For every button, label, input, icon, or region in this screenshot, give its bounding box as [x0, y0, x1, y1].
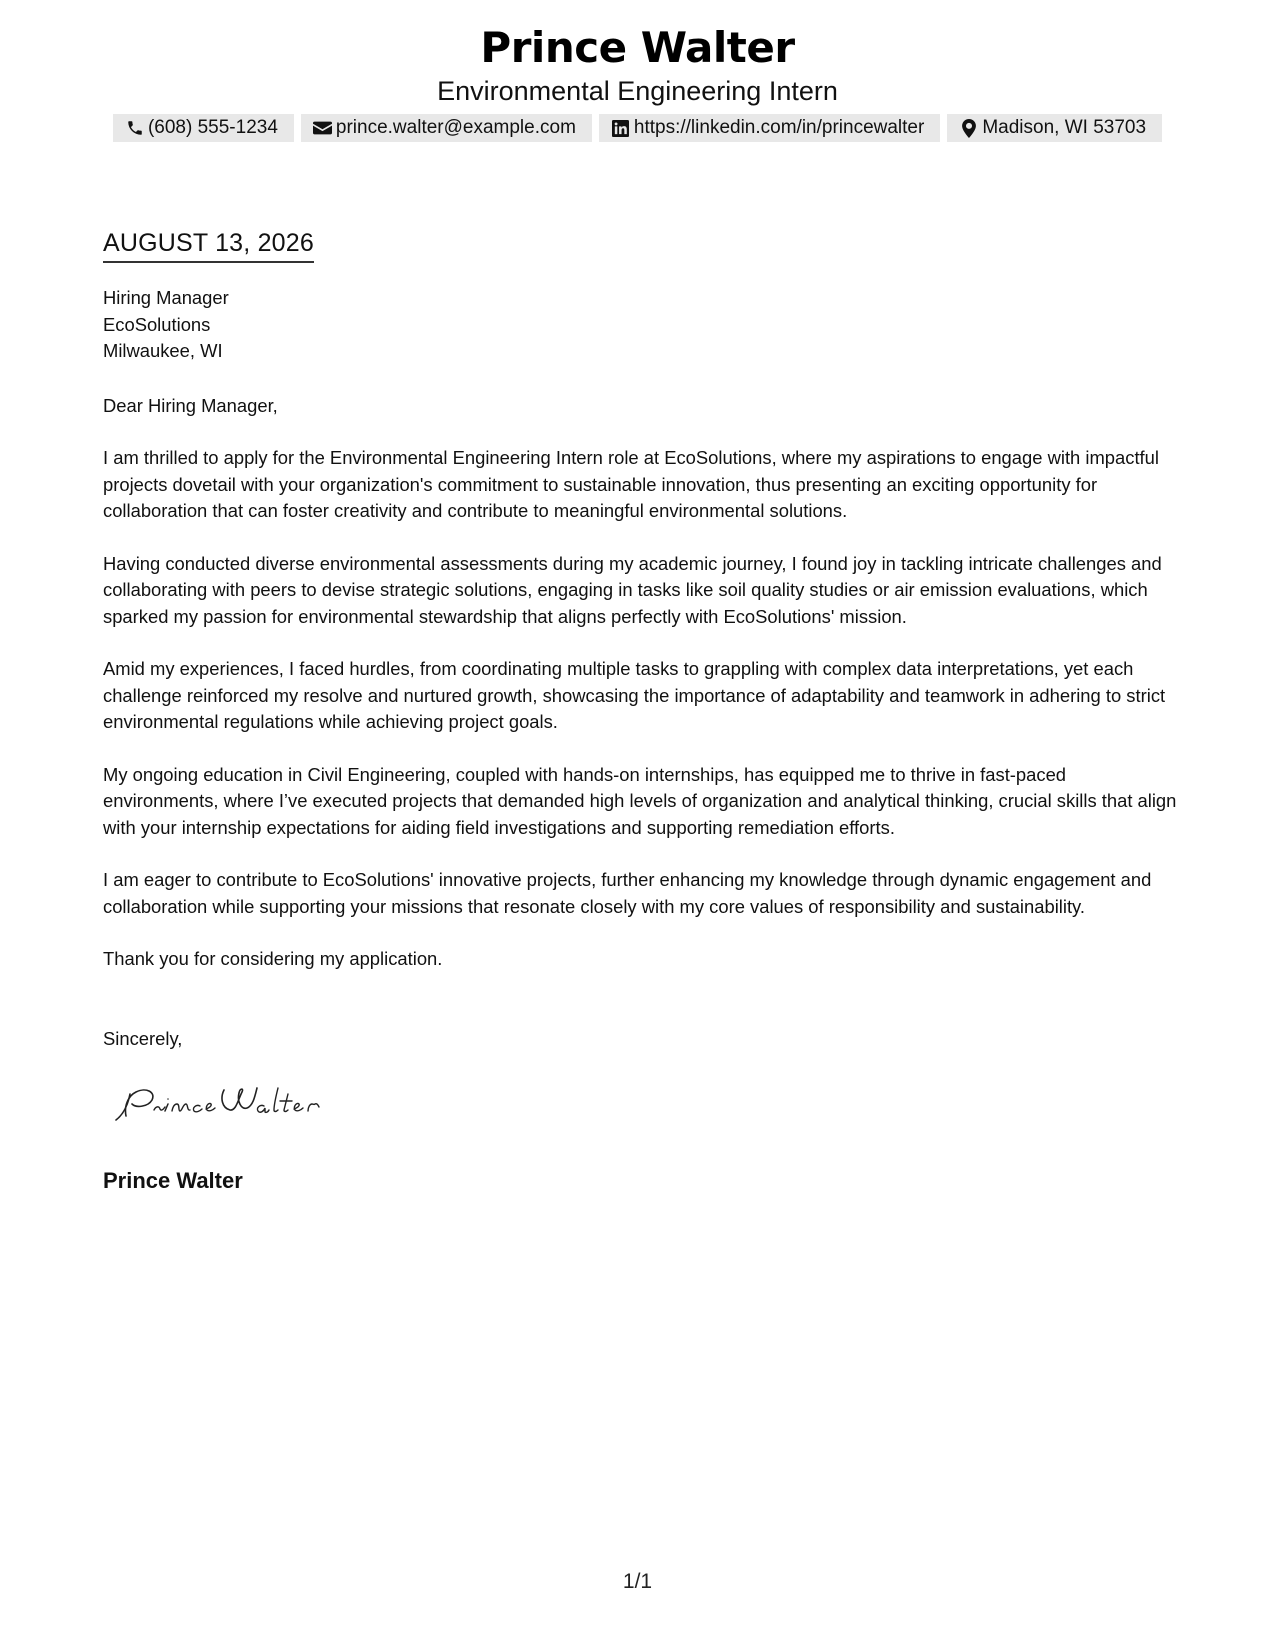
- paragraph-2: Having conducted diverse environmental assessments during my academic journey, I found joy in tackling intricate challenges and collaborating with peers to devise strategic solutions, engaging in tasks like soil quality studies or air emission evaluations, which sparked my passion for environmental stewardship that aligns perfectly with EcoSolutions' mission.: [103, 552, 1162, 627]
- paragraph-4: My ongoing education in Civil Engineering, coupled with hands-on internships, has equipped me to thrive in fast-paced environments, where I’ve executed projects that demanded high levels of organization and analytical thinking, crucial skills that align with your internship expectations for aiding field investigations and supporting remediation efforts.: [103, 763, 1177, 838]
- letter-header: [0, 22, 1275, 108]
- closing-line: Sincerely,: [103, 1027, 183, 1049]
- recipient-block: [103, 285, 1183, 365]
- phone-text: (608) 555-1234: [147, 117, 278, 138]
- phone-icon: [125, 118, 145, 138]
- letter-body: [103, 285, 1183, 1052]
- paragraph-1: I am thrilled to apply for the Environmental Engineering Intern role at EcoSolutions, where my aspirations to engage with impactful projects dovetail with your organization's commitment to sustainable innovation, thus presenting an exciting opportunity for collaboration that can foster creativity and contribute to meaningful environmental solutions.: [103, 447, 1159, 521]
- envelope-icon: [313, 118, 333, 138]
- paragraph-3: Amid my experiences, I faced hurdles, from coordinating multiple tasks to grappling with complex data interpretations, yet each challenge reinforced my resolve and nurtured growth, showcasing the importance of adaptability and teamwork in adhering to strict environmental regulations while achieving project goals.: [103, 658, 1166, 732]
- location-text: Madison, WI 53703: [982, 117, 1147, 138]
- recipient-title: Hiring Manager: [103, 287, 229, 308]
- contact-bar: [0, 114, 1275, 142]
- map-pin-icon: [959, 118, 979, 138]
- linkedin-icon: [611, 118, 631, 138]
- salutation: Dear Hiring Manager,: [103, 394, 278, 416]
- signer-name: Prince Walter: [103, 1168, 243, 1193]
- page-indicator: 1/1: [622, 1570, 653, 1593]
- contact-linkedin[interactable]: [599, 114, 940, 142]
- thanks-line: Thank you for considering my application.: [103, 948, 443, 969]
- linkedin-text: https://linkedin.com/in/princewalter: [633, 117, 925, 138]
- recipient-location: Milwaukee, WI: [103, 340, 223, 361]
- contact-email[interactable]: [301, 114, 592, 142]
- email-text: prince.walter@example.com: [335, 117, 576, 138]
- contact-phone[interactable]: [113, 114, 294, 142]
- recipient-company: EcoSolutions: [103, 313, 211, 335]
- letter-date: AUGUST 13, 2026: [103, 226, 314, 263]
- contact-location[interactable]: [947, 114, 1162, 142]
- handwritten-signature: [112, 1080, 352, 1130]
- paragraph-5: I am eager to contribute to EcoSolutions' innovative projects, further enhancing my knowledge through dynamic engagement and collaboration while supporting your missions that resonate closely with my core values of responsibility and sustainability.: [103, 869, 1152, 917]
- applicant-role: Environmental Engineering Intern: [437, 76, 838, 106]
- applicant-name: Prince Walter: [480, 23, 795, 72]
